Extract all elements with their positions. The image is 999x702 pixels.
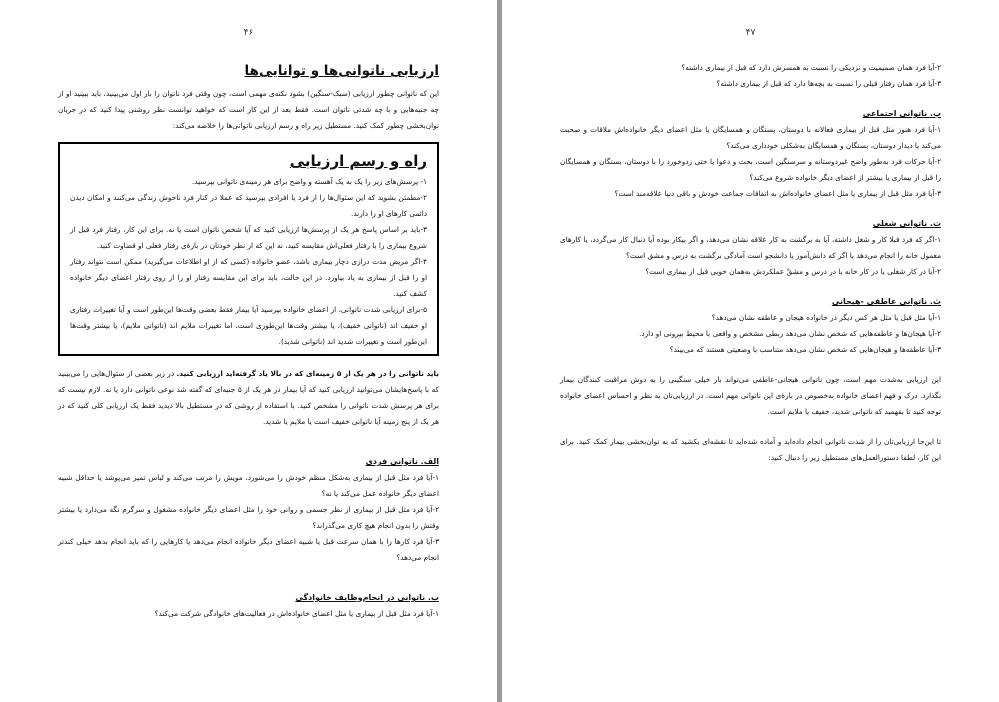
list-item: ۱-آیا فرد مثل قبل از بیماری یا مثل اعضای خانواده‌اش در فعالیت‌های خانوادگی شرکت می‌کند؟ <box>154 609 439 618</box>
right-page-content <box>560 60 941 466</box>
box-item: ۴-اگر مریض مدت درازی دچار بیماری باشد، عضو خانواده (کسی که از او اطلاعات می‌گیرید) ممکن است نتواند رفتار او را قبل از بیماری به یاد بیاورد. در این حالت، باید برای این مقایسه رفتار او را از روی رفتار اعضای دیگر خانواده کشف کنید. <box>70 257 427 298</box>
after-box-paragraph <box>58 366 439 430</box>
after-box-text: در زیر بعضی از سئوال‌هایی را می‌بینید که با پاسخ‌هایشان می‌توانید ارزیابی کنید که آیا بیمار در هر یک از ۵ جنبه‌ای که گفته شد نوعی ناتوانی دارد یا نه. لازم نیست که برای هر پرسش شدت ناتوانی را مشخص کنید. با استفاده از روشی که در مستطیل بالا دیدید فقط یک ارزیابی کلی کنید که در هر یک از پنج زمینه آیا ناتوانی خفیف است یا ملایم یا شدید. <box>58 369 439 426</box>
list-item: ۳-آیا فرد همان رفتار قبلی را نسبت به بچه‌ها دارد که قبل از بیماری داشته؟ <box>716 79 941 88</box>
page-number: ۴۶ <box>243 28 254 38</box>
box-item: ۵-برای ارزیابی شدت ناتوانی، از اعضای خانواده بپرسید آیا بیمار فقط بعضی وقت‌ها این‌طور است و آیا تغییرات رفتاری او خفیف اند (ناتوانی خفیف)، یا بیشتر وقت‌ها این‌طوری است، اما تغییرات ملایم اند (ناتوانی ملایم)، یا بیشتر وقت‌ها این‌طور است و تغییرات شدید اند (ناتوانی شدید). <box>70 305 427 346</box>
list-item: ۱-آیا مثل قبل یا مثل هر کس دیگر در خانواده هیجان و عاطفه نشان می‌دهد؟ <box>711 313 941 322</box>
section-heading-emotional: ث. ناتوانی عاطفی -هیجانی <box>831 297 941 306</box>
assessment-box <box>58 142 439 356</box>
section-heading-personal: الف. ناتوانی فردی <box>365 457 439 466</box>
body-paragraph: این ارزیابی به‌شدت مهم است، چون ناتوانی هیجانی-عاطفی می‌تواند بار خیلی سنگینی را به دوش مراقبت کنندگان بیمار بگذارد. درک و فهم اعضای خانواده به‌خصوص در بارۀی این ناتوانی مهم است. در ارزیابی‌تان به نظر و احساس اعضای خانواده توجه کنید تا بفهمید که ناتوانی شدید، خفیف یا ملایم است. <box>560 375 941 416</box>
body-paragraph: تا این‌جا ارزیابی‌تان را از شدت ناتوانی انجام داده‌اید و آماده شده‌اید تا نقشه‌ای بکشید که به توان‌بخشی بیمار کمک کنید. برای این کار، لطفا دستورالعمل‌های مستطیل زیر را دنبال کنید: <box>560 437 941 462</box>
page-number: ۴۷ <box>745 28 756 38</box>
box-item: ۳-باید بر اساس پاسخ هر یک از پرسش‌ها ارزیابی کنید که آیا شخص ناتوان است یا نه. برای این کار، رفتار فرد قبل از شروع بیماری را با رفتار فعلی‌اش مقایسه کنید، نه این که از نظر خودتان در بارۀی رفتار فعلی او قضاوت کنید. <box>70 225 427 250</box>
page-title: ارزیابی ناتوانی‌ها و توانایی‌ها <box>244 63 439 79</box>
box-item: ۱- پرسش‌های زیر را یک به یک آهسته و واضح برای هر زمینه‌ی ناتوانی بپرسید. <box>191 177 427 186</box>
list-item: ۲-آیا فرد مثل قبل از بیماری از نظر جسمی و روانی خود را مثل اعضای دیگر خانواده مشغول و سرگرم نگه می‌دارد یا بیشتر وقتش را بدون انجام هیچ کاری می‌گذراند؟ <box>58 505 439 530</box>
list-item: ۲-آیا در کار شغلی یا در کار خانه یا در درس و مشقْ عملکردش به‌همان خوبی قبل از بیماری است؟ <box>645 267 941 276</box>
list-item: ۳-آیا عاطفه‌ها و هیجان‌هایی که شخص نشان می‌دهد متناسب با وضعیتی هستند که می‌بیند؟ <box>669 345 941 354</box>
box-title: راه و رسم ارزیابی <box>289 152 427 170</box>
section-heading-family: ب. ناتوانی در انجام‌وظایف خانوادگی <box>295 593 439 602</box>
box-item: ۲-مطمئن بشوید که این سئوال‌ها را از فرد یا افرادی بپرسید که عملا در کنار فرد ناخوش زندگی می‌کنند و امکان دیدن دائمی کارهای او را دارند. <box>70 193 427 218</box>
list-item: ۳-آیا فرد کارها را با همان سرعت قبل یا شبیه اعضای دیگر خانواده انجام می‌دهد یا کارهایی را که باید انجام بدهد خیلی کندتر انجام می‌دهد؟ <box>58 537 439 562</box>
list-item: ۲-آیا هیجان‌ها و عاطفه‌هایی که شخص نشان می‌دهد ربطی مشخص و واقعی با محیط بیرونی او دارد. <box>639 329 941 338</box>
left-page <box>0 0 497 702</box>
list-item: ۱-اگر که فرد قبلا کار و شغل داشته، آیا به برگشت به کار علاقه نشان می‌دهد، و اگر بیکار بوده آیا دنبال کار می‌گردد، یا کارهای معمول خانه را انجام می‌دهد یا اگر که دانش‌آموز یا دانشجو است آمادگی برگشت به درس و مشق است؟ <box>560 235 941 260</box>
intro-paragraph: این که ناتوانی چطور ارزیابی (سبک-سنگین) بشود نکته‌ی مهمی است، چون وقتی فرد ناتوان را بار اول می‌بینید، باید ببینید او از چه جنبه‌هایی و با چه شدتی ناتوان است. فقط بعد از این کار است که خواهید توانست نظر روشنی پیدا کنید که در جریان توان‌بخشی چطور کمک کنید. مستطیل زیر راه و رسم ارزیابی ناتوانی‌ها را خلاصه می‌کند: <box>58 89 439 130</box>
list-item: ۳-آیا فرد مثل قبل از بیماری یا مثل اعضای خانواده‌اش به اتفاقات جماعت خودش و باقی دنیا علاقه‌مند است؟ <box>614 189 941 198</box>
section-heading-social: پ. ناتوانی اجتماعی <box>862 109 941 118</box>
list-item: ۲-آیا فرد همان صمیمیت و نزدیکی را نسبت به همسرش دارد که قبل از بیماری داشته؟ <box>681 63 941 72</box>
section-heading-occupational: ت. ناتوانی شغلی <box>872 219 941 228</box>
list-item: ۱-آیا فرد مثل قبل از بیماری به‌شکل منظم خودش را می‌شورد، مویش را مرتب می‌کند و لباس تمیز می‌پوشد یا حداقل شبیه اعضای دیگر خانواده عمل می‌کند یا نه؟ <box>58 473 439 498</box>
right-page <box>502 0 999 702</box>
list-item: ۲-آیا حرکات فرد به‌طور واضح غیردوستانه و سرسنگین است، بحث و دعوا یا حتی زدوخورد را با دوستان، بستگان و همسایگان را قبل از بیماری یا بیشتر از اعضای دیگر خانواده شروع می‌کند؟ <box>560 157 941 182</box>
list-item: ۱-آیا فرد هنوز مثل قبل از بیماری‌ فعالانه با دوستان، بستگان و همسایگان یا مثل اعضای دیگر خانواده‌اش ملاقات و صحبت می‌کند یا دیدار دوستان، بستگان و همسایگان به‌شکلی خودداری می‌کند؟ <box>560 125 941 150</box>
left-page-content <box>58 62 439 622</box>
after-box-bold: باید ناتوانی را در هر یک از ۵ زمینه‌ای که در بالا یاد گرفته‌اید ارزیابی کنید. <box>176 369 439 378</box>
